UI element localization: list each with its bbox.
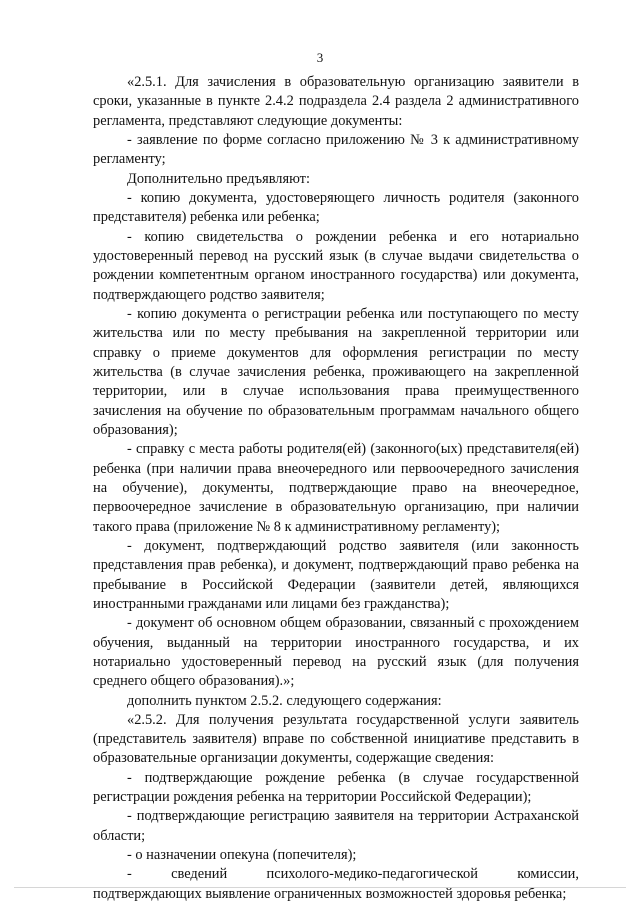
document-body (93, 73, 579, 904)
paragraph-pmpc-findings: - сведений психолого-медико-педагогической комиссии, подтверждающих выявление ограниченных возможностей здоровья ребенка; (93, 866, 579, 902)
paragraph-2-5-1-intro: «2.5.1. Для зачисления в образовательную организацию заявители в сроки, указанные в пункте 2.4.2 подраздела 2.4 раздела 2 административного регламента, представляют следующие документы: (93, 74, 579, 129)
paragraph-identity-document: - копию документа, удостоверяющего личность родителя (законного представителя) ребенка или ребенка; (93, 189, 579, 226)
paragraph-registration-document: - копию документа о регистрации ребенка или поступающего по месту жительства или по месту пребывания на закрепленной территории или справку о приеме документов для оформления регистрации по месту жительства (в случае зачисления ребенка, проживающего на закрепленной территории, или в случае использования права преимущественного зачисления на обучение по образовательным программам начального общего образования); (93, 305, 579, 438)
paragraph-birth-certificate: - копию свидетельства о рождении ребенка и его нотариально удостоверенный перевод на русский язык (в случае выдачи свидетельства о рождении компетентным органом иностранного государства) или документа, подтверждающего родство заявителя; (93, 228, 579, 303)
paragraph-guardian-appointment: - о назначении опекуна (попечителя); (127, 847, 357, 864)
paragraph-birth-registration: - подтверждающие рождение ребенка (в случае государственной регистрации рождения ребенка на территории Российской Федерации); (93, 769, 579, 806)
paragraph-applicant-registration: - подтверждающие регистрацию заявителя на территории Астраханской области; (93, 808, 579, 844)
page-bottom-line (14, 887, 626, 888)
paragraph-additionally-present: Дополнительно предъявляют: (127, 170, 310, 187)
paragraph-foreign-education: - документ об основном общем образовании, связанный с прохождением обучения, выданный на территории иностранного государства, и их нотариально удостоверенный перевод на русский язык (для получения среднего общего образования).»; (93, 615, 579, 690)
paragraph-amend-2-5-2: дополнить пунктом 2.5.2. следующего содержания: (127, 692, 442, 709)
paragraph-2-5-2-intro: «2.5.2. Для получения результата государственной услуги заявитель (представитель заявителя) вправе по собственной инициативе представить в образовательные организации документы, содержащие сведения: (93, 711, 579, 767)
page-number: 3 (316, 50, 324, 65)
paragraph-application-form: - заявление по форме согласно приложению № 3 к административному регламенту; (93, 131, 579, 168)
paragraph-employment-certificate: - справку с места работы родителя(ей) (законного(ых) представителя(ей) ребенка (при наличии права внеочередного или первоочередного зачисления на обучение), документы, подтверждающие право на внеочередное, первоочередное зачисление в образовательную организацию, при наличии такого права (приложение № 8 к административному регламенту); (93, 441, 579, 535)
paragraph-kinship-document: - документ, подтверждающий родство заявителя (или законность представления прав ребенка), и документ, подтверждающий право ребенка на пребывание в Российской Федерации (заявители детей, являющихся иностранными гражданами или лицами без гражданства); (93, 537, 579, 612)
